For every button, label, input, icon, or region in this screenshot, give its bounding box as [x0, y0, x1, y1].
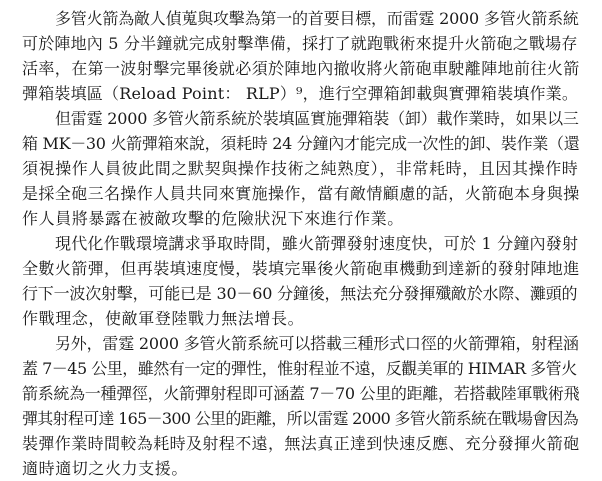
- text-line: 彈箱裝填區（Reload Point： RLP）⁹，進行空彈箱卸載與實彈箱裝填作業。: [22, 84, 579, 103]
- text-line: 箭系統為一種彈徑，火箭彈射程即可涵蓋 7－70 公里的距離，若搭載陸軍戰術飛: [22, 384, 580, 403]
- text-line: 行下一波次射擊，可能已是 30－60 分鐘後，無法充分發揮殲敵於水際、灘頭的: [22, 284, 578, 303]
- text-line: 多管火箭為敵人偵蒐與攻擊為第一的首要目標，而雷霆 2000 多管火箭系統: [55, 9, 579, 28]
- text-line: 彈其射程可達 165－300 公里的距離，所以雷霆 2000 多管火箭系統在戰場會因為: [22, 409, 579, 428]
- paragraph-2: [22, 106, 580, 231]
- paragraph-3: [22, 231, 580, 331]
- text-line: 但雷霆 2000 多管火箭系統於裝填區實施彈箱裝（卸）載作業時，如果以三: [55, 109, 579, 128]
- text-line: 可於陣地內 5 分半鐘就完成射擊準備，採打了就跑戰術來提升火箭砲之戰場存: [22, 34, 578, 53]
- paragraph-1: [22, 6, 580, 106]
- paragraph-4: [22, 331, 580, 481]
- text-line: 須視操作人員彼此間之默契與操作技術之純熟度），非常耗時，且因其操作時: [22, 159, 579, 178]
- text-line: 活率，在第一波射擊完畢後就必須於陣地內撤收將火箭砲車駛離陣地前往火箭: [22, 59, 580, 78]
- text-line: 箱 MK－30 火箭彈箱來說，須耗時 24 分鐘內才能完成一次性的卸、裝作業（還: [22, 134, 580, 153]
- text-line: 另外，雷霆 2000 多管火箭系統可以搭載三種形式口徑的火箭彈箱，射程涵: [55, 334, 579, 353]
- text-line: 作人員將暴露在被敵攻擊的危險狀況下來進行作業。: [22, 209, 404, 228]
- text-line: 全數火箭彈，但再裝填速度慢，裝填完畢後火箭砲車機動到達新的發射陣地進: [22, 259, 580, 278]
- text-line: 作戰理念，使敵軍登陸戰力無法增長。: [22, 309, 305, 328]
- text-line: 裝彈作業時間較為耗時及射程不遠，無法真正達到快速反應、充分發揮火箭砲: [22, 434, 580, 453]
- text-line: 適時適切之火力支援。: [22, 459, 189, 478]
- text-line: 蓋 7－45 公里，雖然有一定的彈性，惟射程並不遠，反觀美軍的 HIMAR 多管火: [22, 359, 577, 378]
- text-line: 現代化作戰環境講求爭取時間，雖火箭彈發射速度快，可於 1 分鐘內發射: [55, 234, 579, 253]
- text-line: 是採全砲三名操作人員共同來實施操作，當有敵情顧慮的話，火箭砲本身與操: [22, 184, 580, 203]
